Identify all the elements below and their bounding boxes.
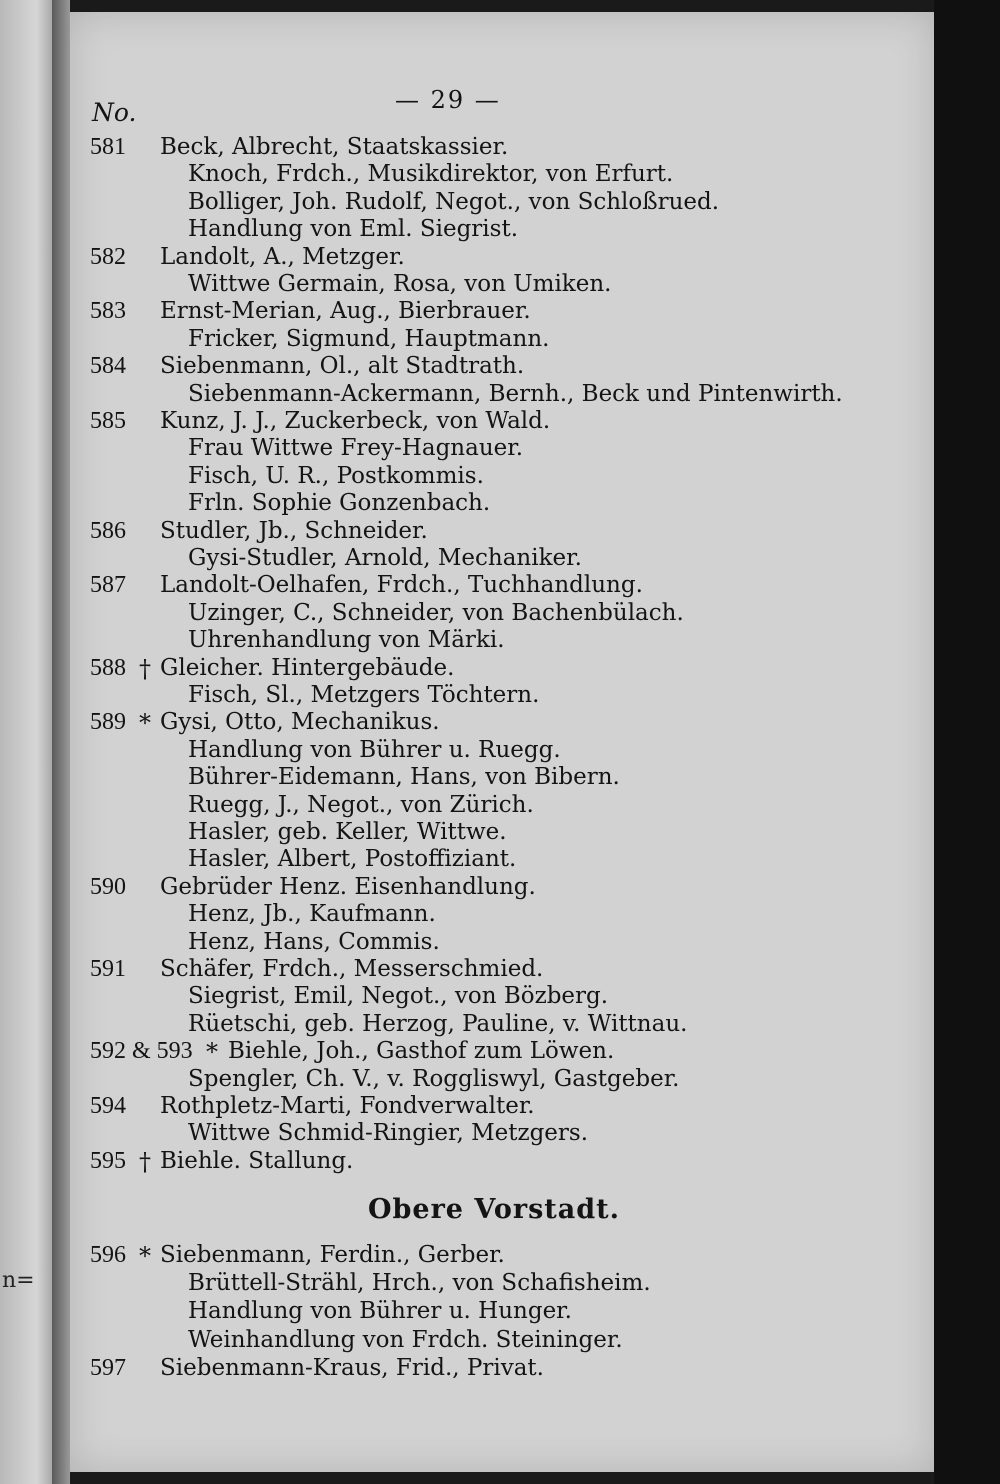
section-heading: Obere Vorstadt.	[368, 1194, 621, 1225]
entry-text: Landolt, A., Metzger.	[160, 243, 405, 270]
list-item	[0, 846, 930, 873]
list-item	[0, 874, 930, 901]
entry-text: Gysi-Studler, Arnold, Mechaniker.	[188, 545, 582, 571]
entry-text: Studler, Jb., Schneider.	[160, 517, 428, 544]
entry-text: Kunz, J. J., Zuckerbeck, von Wald.	[160, 408, 551, 434]
entry-text: Bolliger, Joh. Rudolf, Negot., von Schloßrued.	[188, 188, 720, 215]
entry-mark: *	[139, 709, 151, 738]
list-item	[0, 381, 930, 408]
list-item	[0, 1298, 930, 1325]
list-item	[0, 655, 930, 682]
house-number: 594	[90, 1093, 126, 1119]
list-item	[0, 1011, 930, 1038]
list-item	[0, 709, 930, 736]
entry-text: Gysi, Otto, Mechanikus.	[160, 709, 440, 736]
list-item	[0, 244, 930, 271]
entry-text: Frau Wittwe Frey-Hagnauer.	[188, 435, 524, 462]
entry-text: Biehle. Stallung.	[160, 1147, 354, 1174]
list-item	[0, 1270, 930, 1297]
entry-text: Knoch, Frdch., Musikdirektor, von Erfurt.	[188, 161, 674, 188]
house-number: 589	[90, 709, 126, 736]
house-number: 596	[90, 1242, 126, 1268]
list-item	[0, 435, 930, 462]
house-number: 590	[90, 873, 126, 900]
entry-text: Hasler, geb. Keller, Wittwe.	[188, 819, 507, 845]
list-item	[0, 929, 930, 956]
entry-text: Handlung von Eml. Siegrist.	[188, 216, 519, 243]
list-item	[0, 1093, 930, 1120]
entry-text: Frln. Sophie Gonzenbach.	[188, 490, 491, 517]
list-item	[0, 326, 930, 353]
list-item	[0, 216, 930, 243]
list-item	[0, 792, 930, 819]
list-item	[0, 1148, 930, 1175]
entry-text: Landolt-Oelhafen, Frdch., Tuchhandlung.	[160, 572, 643, 599]
entry-text: Siebenmann, Ol., alt Stadtrath.	[160, 353, 525, 380]
house-number: 581	[90, 134, 126, 160]
house-number: 591	[90, 956, 126, 982]
entry-text: Beck, Albrecht, Staatskassier.	[160, 134, 509, 160]
entry-text: Schäfer, Frdch., Messerschmied.	[160, 956, 544, 982]
list-item	[0, 956, 930, 983]
entry-text: Uzinger, C., Schneider, von Bachenbülach.	[188, 599, 684, 626]
list-item	[0, 1066, 930, 1093]
house-number: 586	[90, 517, 126, 544]
entry-text: Siebenmann-Kraus, Frid., Privat.	[160, 1354, 544, 1381]
entry-text: Fisch, U. R., Postkommis.	[188, 462, 484, 489]
entry-text: Weinhandlung von Frdch. Steininger.	[188, 1326, 623, 1353]
list-item	[0, 518, 930, 545]
list-item	[0, 682, 930, 709]
entry-mark: †	[139, 654, 151, 683]
scan-background	[934, 0, 1000, 1484]
list-item	[0, 189, 930, 216]
entry-text: Fisch, Sl., Metzgers Töchtern.	[188, 682, 540, 708]
list-item	[0, 271, 930, 298]
list-item	[0, 161, 930, 188]
entry-mark: *	[139, 1242, 151, 1270]
house-number: 588	[90, 654, 126, 681]
entry-text: Hasler, Albert, Postoffiziant.	[188, 846, 517, 873]
list-item	[0, 600, 930, 627]
entry-text: Handlung von Bührer u. Ruegg.	[188, 736, 561, 763]
entry-text: Siegrist, Emil, Negot., von Bözberg.	[188, 983, 609, 1010]
list-item	[0, 983, 930, 1010]
entry-text: Brüttell-Strähl, Hrch., von Schafisheim.	[188, 1270, 651, 1297]
list-item	[0, 545, 930, 572]
list-item	[0, 1120, 930, 1147]
list-item	[0, 764, 930, 791]
list-item	[0, 1242, 930, 1269]
entry-mark: *	[206, 1038, 218, 1067]
list-item	[0, 901, 930, 928]
entry-mark: †	[139, 1147, 151, 1176]
list-item	[0, 463, 930, 490]
house-number: 592 & 593	[90, 1038, 193, 1065]
entry-text: Siebenmann-Ackermann, Bernh., Beck und Pintenwirth.	[188, 380, 843, 407]
entry-text: Ernst-Merian, Aug., Bierbrauer.	[160, 298, 531, 325]
house-number: 597	[90, 1354, 126, 1381]
entry-text: Henz, Hans, Commis.	[188, 928, 440, 955]
entry-text: Rüetschi, geb. Herzog, Pauline, v. Wittnau.	[188, 1010, 688, 1037]
list-item	[0, 1327, 930, 1354]
entry-text: Handlung von Bührer u. Hunger.	[188, 1298, 572, 1325]
entry-text: Rothpletz-Marti, Fondverwalter.	[160, 1093, 535, 1119]
entry-text: Henz, Jb., Kaufmann.	[188, 901, 436, 928]
entry-text: Gleicher. Hintergebäude.	[160, 654, 455, 681]
list-item	[0, 298, 930, 325]
entry-text: Wittwe Schmid-Ringier, Metzgers.	[188, 1120, 589, 1147]
column-label: No.	[92, 98, 137, 127]
list-item	[0, 1355, 930, 1382]
list-item	[0, 572, 930, 599]
entry-text: Gebrüder Henz. Eisenhandlung.	[160, 873, 536, 900]
list-item	[0, 408, 930, 435]
page-number: — 29 —	[395, 86, 501, 114]
house-number: 587	[90, 572, 126, 599]
list-item	[0, 353, 930, 380]
entry-text: Bührer-Eidemann, Hans, von Bibern.	[188, 764, 620, 791]
house-number: 583	[90, 298, 126, 325]
list-item	[0, 134, 930, 161]
house-number: 582	[90, 243, 126, 270]
entry-text: Wittwe Germain, Rosa, von Umiken.	[188, 271, 612, 297]
entry-text: Fricker, Sigmund, Hauptmann.	[188, 325, 550, 352]
list-item	[0, 819, 930, 846]
entry-text: Uhrenhandlung von Märki.	[188, 627, 505, 654]
list-item	[0, 490, 930, 517]
house-number: 585	[90, 408, 126, 434]
list-item	[0, 627, 930, 654]
previous-page-text-fragment: n=	[2, 1268, 35, 1293]
house-number: 595	[90, 1147, 126, 1174]
entry-text: Siebenmann, Ferdin., Gerber.	[160, 1242, 505, 1268]
entry-text: Spengler, Ch. V., v. Roggliswyl, Gastgeber.	[188, 1065, 680, 1092]
list-item	[0, 1038, 930, 1065]
list-item	[0, 737, 930, 764]
entry-text: Biehle, Joh., Gasthof zum Löwen.	[228, 1038, 615, 1065]
house-number: 584	[90, 353, 126, 380]
entry-text: Ruegg, J., Negot., von Zürich.	[188, 791, 534, 818]
